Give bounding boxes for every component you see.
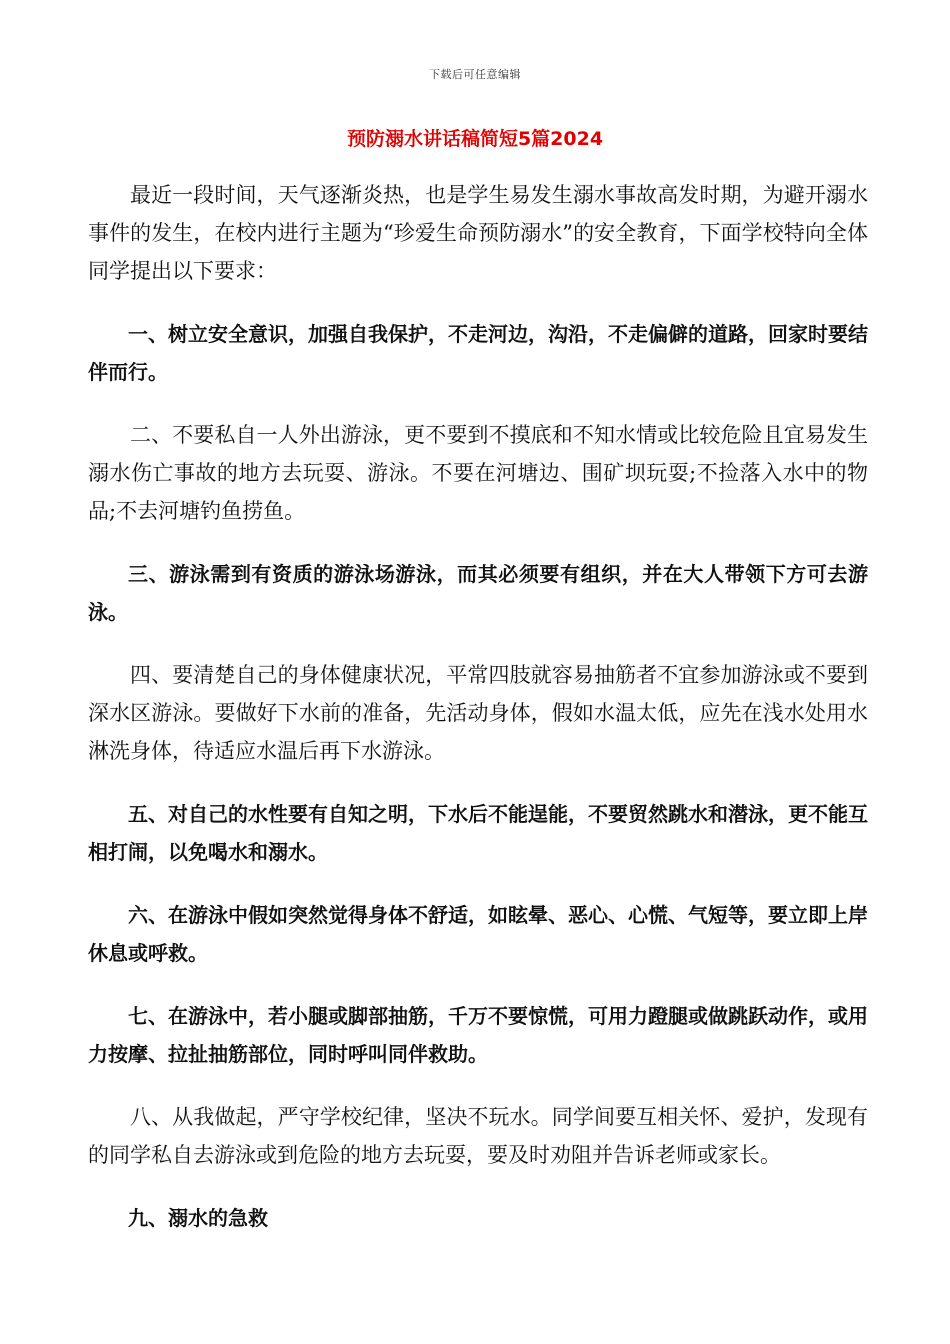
document-title: 预防溺水讲话稿简短5篇2024 <box>346 128 604 150</box>
header-note: 下载后可任意编辑 <box>429 68 521 81</box>
paragraph-item-9: 九、溺水的急救 <box>128 1206 268 1230</box>
paragraph-item-4: 四、要清楚自己的身体健康状况，平常四肢就容易抽筋者不宜参加游泳或不要到深水区游泳。要做好下水前的准备，先活动身体，假如水温太低，应先在浅水处用水淋洗身体，待适应水温后再下水游泳。 <box>88 663 868 763</box>
paragraph-item-3: 三、游泳需到有资质的游泳场游泳，而其必须要有组织，并在大人带领下方可去游泳。 <box>88 562 868 624</box>
paragraph-item-1: 一、树立安全意识，加强自我保护，不走河边，沟沿，不走偏僻的道路，回家时要结伴而行。 <box>88 322 868 384</box>
paragraph-item-5: 五、对自己的水性要有自知之明，下水后不能逞能，不要贸然跳水和潜泳，更不能互相打闹，以免喝水和溺水。 <box>88 802 868 864</box>
paragraph-item-6: 六、在游泳中假如突然觉得身体不舒适，如眩晕、恶心、心慌、气短等，要立即上岸休息或呼救。 <box>88 903 868 965</box>
paragraph-item-7: 七、在游泳中，若小腿或脚部抽筋，千万不要惊慌，可用力蹬腿或做跳跃动作，或用力按摩、拉扯抽筋部位，同时呼叫同伴救助。 <box>88 1004 868 1066</box>
paragraph-intro: 最近一段时间，天气逐渐炎热，也是学生易发生溺水事故高发时期，为避开溺水事件的发生，在校内进行主题为“珍爱生命预防溺水”的安全教育，下面学校特向全体同学提出以下要求： <box>88 183 868 283</box>
paragraph-item-8: 八、从我做起，严守学校纪律，坚决不玩水。同学间要互相关怀、爱护，发现有的同学私自去游泳或到危险的地方去玩耍，要及时劝阻并告诉老师或家长。 <box>88 1105 868 1167</box>
paragraph-item-2: 二、不要私自一人外出游泳，更不要到不摸底和不知水情或比较危险且宜易发生溺水伤亡事故的地方去玩耍、游泳。不要在河塘边、围矿坝玩耍;不捡落入水中的物品;不去河塘钓鱼捞鱼。 <box>88 423 868 523</box>
document-body <box>88 176 868 1262</box>
